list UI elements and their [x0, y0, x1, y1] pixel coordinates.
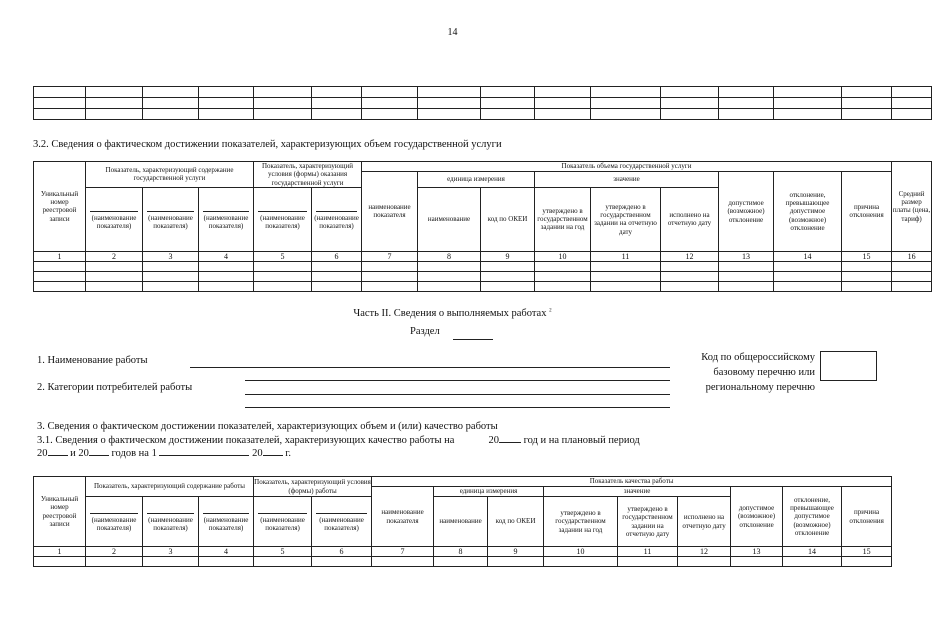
header-approved-date: утверждено в государственном задании на отчетную дату — [591, 187, 661, 251]
sub-indicator-1: (наименование показателя) — [86, 187, 143, 251]
qual-col-8: 8 — [434, 547, 488, 557]
header-approved-year: утверждено в государственном задании на год — [535, 187, 591, 251]
q-header-value: значение — [544, 487, 731, 497]
q-header-exceeding-deviation: отклонение, превышающее допустимое (возможное) отклонение — [783, 487, 842, 547]
vol-col-11: 11 — [591, 251, 661, 261]
vol-col-2: 2 — [86, 251, 143, 261]
q-header-allowed-deviation: допустимое (возможное) отклонение — [731, 487, 783, 547]
q-header-reason: причина отклонения — [842, 487, 892, 547]
header-allowed-deviation: допустимое (возможное) отклонение — [719, 172, 774, 252]
table-row — [34, 557, 892, 567]
code-box — [820, 351, 877, 381]
column-numbers — [34, 251, 932, 261]
q-sub-indicator-4: (наименование показателя) — [254, 497, 312, 547]
header-volume: Показатель объема государственной услуги — [362, 162, 892, 172]
section-3-2-title: 3.2. Сведения о фактическом достижении показателей, характеризующих объем государственной услуги — [33, 139, 502, 150]
qual-col-7: 7 — [372, 547, 434, 557]
sub-indicator-3: (наименование показателя) — [199, 187, 254, 251]
vol-col-16: 16 — [892, 251, 932, 261]
header-exceeding-deviation: отклонение, превышающее допустимое (возможное) отклонение — [774, 172, 842, 252]
vol-col-7: 7 — [362, 251, 418, 261]
q-column-numbers — [34, 547, 892, 557]
section-3-title: 3. Сведения о фактическом достижении показателей, характеризующих объем и (или) качество работы — [37, 421, 498, 432]
q-sub-indicator-5: (наименование показателя) — [312, 497, 372, 547]
section-label: Раздел — [410, 326, 440, 337]
consumers-field — [245, 394, 670, 395]
vol-col-10: 10 — [535, 251, 591, 261]
continuation-table — [33, 86, 932, 120]
header-avg-price: Средний размер платы (цена, тариф) — [892, 162, 932, 252]
qual-col-10: 10 — [544, 547, 618, 557]
q-header-okei: код по ОКЕИ — [488, 497, 544, 547]
work-name-field — [190, 367, 670, 368]
section-3-1-line2: 20 и 20 годов на 1 20 г. — [37, 448, 291, 459]
vol-col-9: 9 — [481, 251, 535, 261]
qual-col-3: 3 — [143, 547, 199, 557]
q-header-unit: единица измерения — [434, 487, 544, 497]
code-label-1: Код по общероссийскому — [701, 352, 815, 363]
qual-col-12: 12 — [678, 547, 731, 557]
table-row — [34, 98, 932, 109]
header-value: значение — [535, 172, 719, 188]
work-name-label: 1. Наименование работы — [37, 355, 148, 366]
qual-col-2: 2 — [86, 547, 143, 557]
header-indicator-name: наименование показателя — [362, 172, 418, 252]
code-label-2: базовому перечню или — [713, 367, 815, 378]
table-row — [34, 109, 932, 120]
sub-indicator-5: (наименование показателя) — [312, 187, 362, 251]
q-header-conditions: Показатель, характеризующий условия (формы) работы — [254, 478, 371, 495]
page-number: 14 — [447, 27, 458, 38]
q-header-done: исполнено на отчетную дату — [678, 497, 731, 547]
qual-col-15: 15 — [842, 547, 892, 557]
vol-col-5: 5 — [254, 251, 312, 261]
vol-col-13: 13 — [719, 251, 774, 261]
code-label-3: региональному перечню — [705, 382, 815, 393]
header-unit-name: наименование — [418, 187, 481, 251]
q-header-unit-name: наименование — [434, 497, 488, 547]
table-row — [34, 87, 932, 98]
header-done: исполнено на отчетную дату — [661, 187, 719, 251]
q-header-quality: Показатель качества работы — [372, 477, 892, 487]
vol-col-14: 14 — [774, 251, 842, 261]
vol-col-12: 12 — [661, 251, 719, 261]
qual-col-5: 5 — [254, 547, 312, 557]
qual-col-1: 1 — [34, 547, 86, 557]
header-unit: единица измерения — [418, 172, 535, 188]
header-reason: причина отклонения — [842, 172, 892, 252]
header-conditions: Показатель, характеризующий условия (формы) оказания государственной услуги — [254, 162, 362, 188]
consumers-field-2 — [245, 407, 670, 408]
qual-col-11: 11 — [618, 547, 678, 557]
quality-table — [33, 476, 892, 567]
volume-table — [33, 161, 932, 292]
q-sub-indicator-2: (наименование показателя) — [143, 497, 199, 547]
q-header-approved-date: утверждено в государственном задании на отчетную дату — [618, 497, 678, 547]
qual-col-9: 9 — [488, 547, 544, 557]
qual-col-6: 6 — [312, 547, 372, 557]
section-3-1-line1: 3.1. Сведения о фактическом достижении показателей, характеризующих качество работы на 20 год и на плановый период — [37, 435, 640, 446]
vol-col-15: 15 — [842, 251, 892, 261]
vol-col-1: 1 — [34, 251, 86, 261]
table-row — [34, 282, 932, 292]
qual-col-13: 13 — [731, 547, 783, 557]
section-number-field — [453, 339, 493, 340]
q-header-approved-year: утверждено в государственном задании на год — [544, 497, 618, 547]
table-row — [34, 262, 932, 272]
sub-indicator-4: (наименование показателя) — [254, 187, 312, 251]
vol-col-6: 6 — [312, 251, 362, 261]
vol-col-8: 8 — [418, 251, 481, 261]
q-header-indicator-name: наименование показателя — [372, 487, 434, 547]
work-name-field-2 — [245, 380, 670, 381]
header-unique: Уникальный номер реестровой записи — [34, 162, 86, 252]
part2-title: Часть II. Сведения о выполняемых работах $^2$ — [353, 308, 552, 319]
q-sub-indicator-1: (наименование показателя) — [86, 497, 143, 547]
sub-indicator-2: (наименование показателя) — [143, 187, 199, 251]
q-sub-indicator-3: (наименование показателя) — [199, 497, 254, 547]
qual-col-14: 14 — [783, 547, 842, 557]
vol-col-4: 4 — [199, 251, 254, 261]
q-header-content: Показатель, характеризующий содержание работы — [86, 477, 254, 497]
q-header-unique: Уникальный номер реестровой записи — [34, 477, 86, 547]
header-okei: код по ОКЕИ — [481, 187, 535, 251]
qual-col-4: 4 — [199, 547, 254, 557]
table-row — [34, 272, 932, 282]
consumers-label: 2. Категории потребителей работы — [37, 382, 193, 393]
vol-col-3: 3 — [143, 251, 199, 261]
header-content: Показатель, характеризующий содержание государственной услуги — [86, 162, 254, 188]
